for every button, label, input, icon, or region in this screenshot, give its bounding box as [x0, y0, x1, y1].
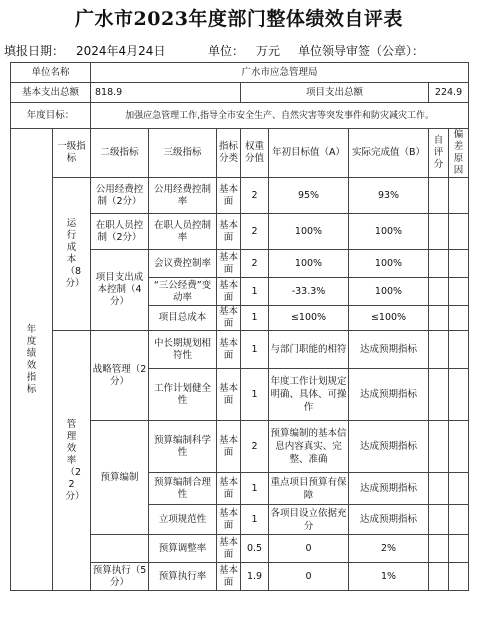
table-cell: 项目支出成本控制（4分）	[91, 250, 149, 331]
table-cell: 与部门职能的相符	[269, 331, 349, 369]
project-expense-label: 项目支出总额	[241, 83, 429, 103]
table-cell: 预算执行率	[149, 563, 217, 591]
table-cell: 2	[241, 214, 269, 250]
unit-label: 单位：	[208, 44, 245, 58]
col-deviation: 偏差原因	[449, 129, 469, 178]
table-cell: 1	[241, 278, 269, 306]
table-cell: 1	[241, 331, 269, 369]
table-cell: 预算编制的基本信息内容真实、完整、准确	[269, 421, 349, 473]
table-cell	[449, 535, 469, 563]
evaluation-table	[10, 62, 469, 591]
table-cell: 在职人员控制率	[149, 214, 217, 250]
table-cell: 1	[241, 306, 269, 331]
table-cell	[449, 421, 469, 473]
col-l3: 三级指标	[149, 129, 217, 178]
table-cell: 达成预期指标	[349, 505, 429, 535]
table-cell: 基本面	[217, 421, 241, 473]
section-annual-indicators: 年度绩效指标	[11, 129, 53, 591]
col-weight: 权重分值	[241, 129, 269, 178]
table-cell: 1	[241, 505, 269, 535]
table-cell: 2	[241, 178, 269, 214]
table-cell: 1	[241, 369, 269, 421]
table-cell: 100%	[269, 250, 349, 278]
col-l2: 二级指标	[91, 129, 149, 178]
table-cell: 0.5	[241, 535, 269, 563]
table-cell: 95%	[269, 178, 349, 214]
table-cell: 基本面	[217, 331, 241, 369]
table-cell	[91, 535, 149, 563]
table-row	[11, 331, 469, 369]
annual-goal-label: 年度目标：	[11, 103, 91, 129]
table-cell: 2%	[349, 535, 429, 563]
annual-goal: 加强应急管理工作,指导全市安全生产、自然灾害等突发事件和防灾减灾工作。	[91, 103, 469, 129]
table-cell: ≤100%	[269, 306, 349, 331]
table-cell: 基本面	[217, 178, 241, 214]
table-cell: 基本面	[217, 306, 241, 331]
table-cell: 公用经费控制（2分）	[91, 178, 149, 214]
table-cell	[449, 250, 469, 278]
table-cell	[429, 473, 449, 505]
table-cell: 公用经费控制率	[149, 178, 217, 214]
table-cell: 基本面	[217, 214, 241, 250]
table-cell: 达成预期指标	[349, 473, 429, 505]
section-running-cost: 运行成本（8分）	[53, 178, 91, 331]
table-cell: 基本面	[217, 473, 241, 505]
table-cell: -33.3%	[269, 278, 349, 306]
unit-value: 万元	[256, 44, 281, 58]
table-cell: 93%	[349, 178, 429, 214]
table-cell	[429, 505, 449, 535]
table-cell	[449, 473, 469, 505]
table-cell	[449, 214, 469, 250]
table-cell	[429, 535, 449, 563]
table-cell	[429, 214, 449, 250]
table-cell: 各项目设立依据充分	[269, 505, 349, 535]
project-expense: 224.9	[429, 83, 469, 103]
table-cell	[429, 306, 449, 331]
table-cell: 中长期规划相符性	[149, 331, 217, 369]
table-cell: 预算编制科学性	[149, 421, 217, 473]
table-cell: 1%	[349, 563, 429, 591]
table-cell: 预算编制	[91, 421, 149, 535]
table-cell: 基本面	[217, 563, 241, 591]
table-cell: 达成预期指标	[349, 369, 429, 421]
table-cell	[449, 178, 469, 214]
table-cell: 年度工作计划规定明确、具体、可操作	[269, 369, 349, 421]
table-cell: 1.9	[241, 563, 269, 591]
table-cell: 基本面	[217, 535, 241, 563]
table-cell	[429, 331, 449, 369]
table-cell: 100%	[269, 214, 349, 250]
page-title: 广水市2023年度部门整体绩效自评表	[75, 8, 403, 30]
table-cell	[429, 250, 449, 278]
table-cell: 达成预期指标	[349, 331, 429, 369]
unit-name-label: 单位名称	[11, 63, 91, 83]
table-cell: 基本面	[217, 505, 241, 535]
table-cell: 2	[241, 250, 269, 278]
col-class: 指标分类	[217, 129, 241, 178]
table-cell: 预算编制合理性	[149, 473, 217, 505]
sign-label: 单位领导审签（公章）：	[298, 44, 425, 58]
basic-expense-label: 基本支出总额	[11, 83, 91, 103]
table-cell	[449, 369, 469, 421]
table-cell: 立项规范性	[149, 505, 217, 535]
table-cell: ≤100%	[349, 306, 429, 331]
table-cell: 战略管理（2分）	[91, 331, 149, 421]
table-cell: 项目总成本	[149, 306, 217, 331]
table-cell: 在职人员控制（2分）	[91, 214, 149, 250]
table-cell	[429, 369, 449, 421]
basic-expense: 818.9	[91, 83, 241, 103]
table-cell: 2	[241, 421, 269, 473]
table-cell: 达成预期指标	[349, 421, 429, 473]
table-cell: “三公经费”变动率	[149, 278, 217, 306]
table-cell	[429, 421, 449, 473]
table-cell: 0	[269, 535, 349, 563]
table-cell: 基本面	[217, 369, 241, 421]
table-cell	[449, 505, 469, 535]
table-cell	[449, 278, 469, 306]
unit-name: 广水市应急管理局	[91, 63, 469, 83]
fill-date-label: 填报日期：	[4, 44, 65, 58]
table-cell: 100%	[349, 278, 429, 306]
fill-date: 2024年4月24日	[76, 44, 166, 58]
col-actual: 实际完成值（B）	[349, 129, 429, 178]
table-cell: 0	[269, 563, 349, 591]
table-cell	[429, 178, 449, 214]
table-cell: 1	[241, 473, 269, 505]
table-cell: 100%	[349, 250, 429, 278]
table-cell: 100%	[349, 214, 429, 250]
col-l1: 一级指标	[53, 129, 91, 178]
table-cell: 基本面	[217, 250, 241, 278]
section-management-efficiency: 管理效率（22分）	[53, 331, 91, 591]
table-row	[11, 178, 469, 214]
table-cell	[429, 278, 449, 306]
table-cell	[429, 563, 449, 591]
table-cell: 预算调整率	[149, 535, 217, 563]
table-cell	[449, 331, 469, 369]
col-target: 年初目标值（A）	[269, 129, 349, 178]
table-cell	[449, 306, 469, 331]
table-cell: 重点项目预算有保障	[269, 473, 349, 505]
table-cell: 会议费控制率	[149, 250, 217, 278]
table-cell: 基本面	[217, 278, 241, 306]
col-self-score: 自评分	[429, 129, 449, 178]
table-cell: 工作计划健全性	[149, 369, 217, 421]
table-cell: 预算执行（5分）	[91, 563, 149, 591]
table-cell	[449, 563, 469, 591]
